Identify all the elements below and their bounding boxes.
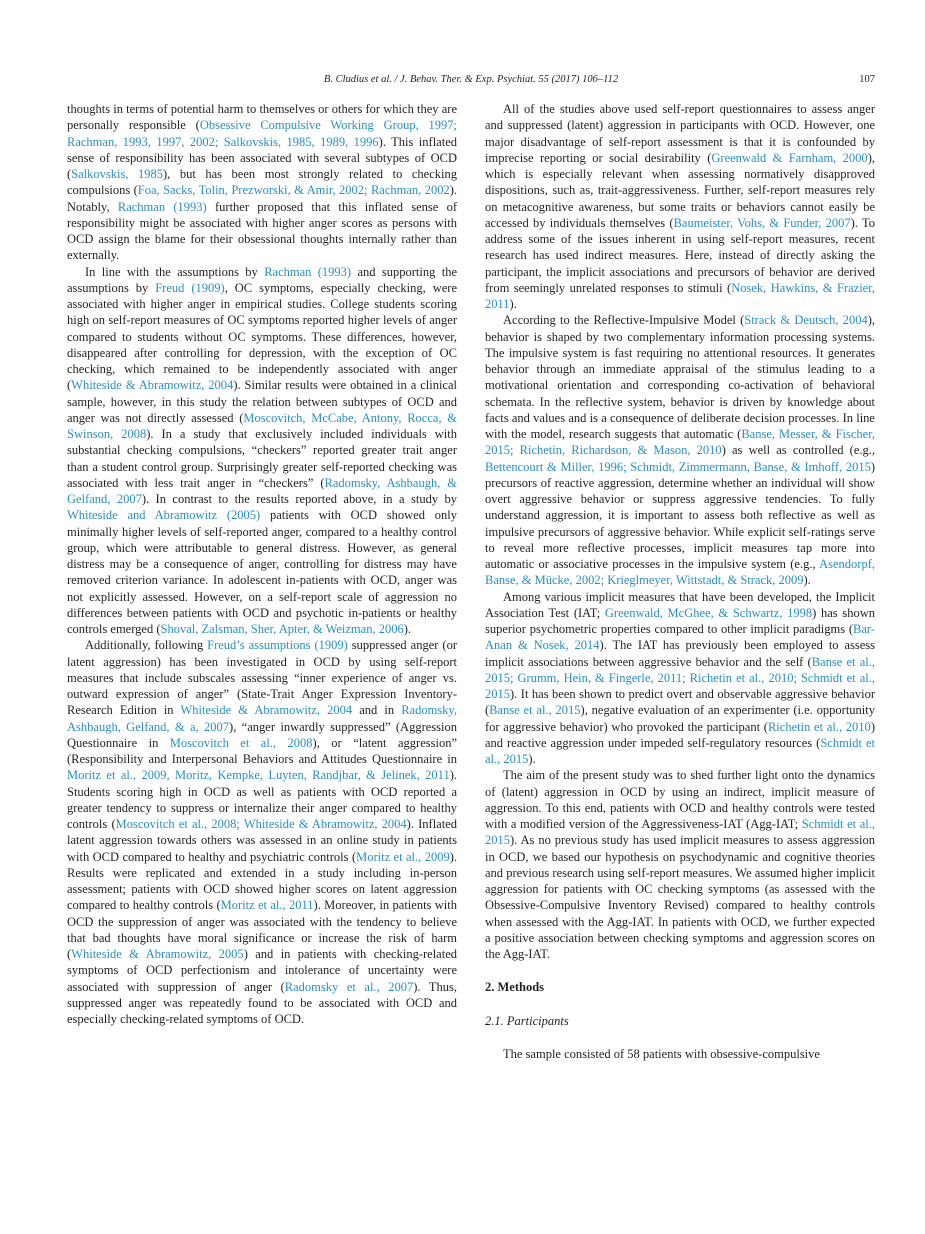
left-paragraph-3 <box>67 637 457 1027</box>
paragraph-text: ). In a study that exclusively included individuals with substantial checking compulsions, “checkers” reported greater trait anger than a student control group. Surprisingly greater self-reported checking was associated with less trait anger in “checkers” ( <box>67 427 458 490</box>
citation-link[interactable]: Nosek, Hawkins, & Frazier, 2011 <box>485 280 875 311</box>
citation-link[interactable]: Whiteside & Abramowitz, 2005 <box>71 947 244 961</box>
paragraph-text: ) as well as controlled (e.g., <box>721 443 875 458</box>
paragraph-text: ). To address some of the issues inherent in using self-report measures, recent research has used indirect measures. Here, instead of directly asking the participant, the implicit associations and precursors of behavior are derived from seemingly unrelated responses to stimuli ( <box>485 215 875 295</box>
citation-link[interactable]: Richetin et al., 2010 <box>767 719 871 734</box>
paragraph-text: ). The IAT has previously been employed to assess implicit associations between aggressive behavior and the self ( <box>485 638 875 669</box>
citation-link[interactable]: Bar-Anan & Nosek, 2014 <box>485 622 875 653</box>
paragraph-text: patients with OCD showed only minimally higher levels of self-reported anger, compared to a healthy control group, which were attributable to general distress. However, as general distress may be a consequence of anger, controlling for distress may have removed criterion variance. In adolescent in-patients with OCD, anger was not explicitly assessed. However, on a self-report scale of aggression no differences between patients with OCD and psychotic in-patients or healthy controls emerged ( <box>67 508 457 636</box>
citation-link[interactable]: Moscovitch et al., 2008 <box>169 735 313 750</box>
paragraph-text: ) and in patients with checking-related symptoms of OCD perfectionism and intolerance of uncertainty were associated with suppression of anger ( <box>67 947 457 994</box>
paragraph-text: ), negative evaluation of an experimenter (i.e. opportunity for aggressive behavior) who provoked the participant ( <box>485 703 875 734</box>
paragraph-text: and supporting the assumptions by <box>67 264 457 295</box>
citation-link[interactable]: Strack & Deutsch, 2004 <box>744 313 868 328</box>
citation-link[interactable]: Whiteside & Abramowitz, 2004 <box>180 703 353 718</box>
citation-link[interactable]: Asendorpf, Banse, & Mücke, 2002; Krieglmeyer, Wittstadt, & Strack, 2009 <box>485 557 875 588</box>
paragraph-text: ). As no previous study has used implicit measures to assess aggression in OCD, we based our hypothesis on psychodynamic and cognitive theories and previous research using self-report measures. We assumed higher implicit aggression for patients with OC checking symptoms (as assessed with the Obsessive-Compulsive Inventory Revised) compared to healthy controls when assessed with the Agg-IAT. In patients with OCD, we further expected a positive association between checking symptoms and aggression scores on the Agg-IAT. <box>485 833 875 961</box>
paragraph-text: ). <box>403 622 412 636</box>
paragraph-text: ). Similar results were obtained in a clinical sample, however, in this study the relation between subtypes of OCD and anger was not directly assessed ( <box>67 378 457 425</box>
left-column <box>67 101 457 1027</box>
paragraph-text: ). It has been shown to predict overt and observable aggressive behavior ( <box>485 687 875 718</box>
paragraph-text: suppressed anger (or latent aggression) has been investigated in OCD by using self-report measures that include subscales assessing “inner experience of anger vs. outward expression of anger” (State-Trait Anger Expression Inventory-Research Edition in <box>67 638 457 718</box>
paragraph-text: and in <box>352 703 402 718</box>
paragraph-text: ). In contrast to the results reported above, in a study by <box>141 492 457 506</box>
citation-link[interactable]: Moritz et al., 2011 <box>220 898 314 913</box>
citation-link[interactable]: Freud (1909) <box>155 280 225 295</box>
paragraph-text: ), behavior is shaped by two complementary information processing systems. The impulsive system is fast requiring no attentional resources. It generates behavior through an immediate appraisal of the stimulus leading to a motivational orientation and corresponding co-activation of behavioral schemata. In the reflective system, behavior is driven by knowledge about facts and values and is a consequence of deliberate decision processes. In line with the model, research suggests that automatic ( <box>485 313 875 441</box>
paragraph-text: ). <box>528 752 536 766</box>
paragraph-text: All of the studies above used self-report questionnaires to assess anger and suppressed (latent) aggression in participants with OCD. However, one major disadvantage of self-report assessment is that it is confounded by imprecise reporting or social desirability ( <box>485 102 875 165</box>
paragraph-text: ), or “latent aggression” (Responsibility and Interpersonal Behaviors and Attitudes Questionnaire in <box>67 735 457 766</box>
paragraph-text: ), which is especially relevant when assessing normatively disapproved dispositions, such as, trait-aggressiveness. Further, self-report measures rely on metacognitive awareness, but some traits or behaviors cannot easily be accessed by individuals themselves ( <box>485 150 875 230</box>
paragraph-text: ). <box>803 573 811 588</box>
citation-link[interactable]: Greenwald, McGhee, & Schwartz, 1998 <box>604 605 813 620</box>
citation-link[interactable]: Moritz et al., 2009 <box>356 849 450 864</box>
citation-link[interactable]: Baumeister, Vohs, & Funder, 2007 <box>673 215 851 230</box>
paragraph-text: ). Notably, <box>67 183 458 214</box>
paragraph-text: , OC symptoms, especially checking, were associated with higher anger in empirical studies. College students scoring high on self-report measures of OC symptoms reported higher levels of anger compared to students without OC symptoms. These differences, however, disappeared after controlling for depression, with the exception of OC checking, which remained to be independently associated with anger ( <box>67 280 457 393</box>
paragraph-text: further proposed that this inflated sense of responsibility might be associated with higher anger scores as persons with OCD assign the blame for their obsessional thoughts internally rather than externally. <box>67 199 457 263</box>
paragraph-text: ). Thus, suppressed anger was repeatedly found to be associated with OCD and especially checking-related symptoms of OCD. <box>67 979 458 1026</box>
citation-link[interactable]: Banse et al., 2015 <box>489 703 581 718</box>
citation-link[interactable]: Bettencourt & Miller, 1996; Schmidt, Zimmermann, Banse, & Imhoff, 2015 <box>485 459 871 474</box>
paragraph-text: In line with the assumptions by <box>85 264 265 279</box>
citation-link[interactable]: Rachman (1993) <box>117 199 207 214</box>
right-paragraph-4 <box>485 767 875 962</box>
citation-link[interactable]: Shoval, Zalsman, Sher, Apter, & Weizman, 2006 <box>160 622 404 636</box>
citation-link[interactable]: Greenwald & Farnham, 2000 <box>711 150 868 165</box>
paragraph-text: ). Results were replicated and extended in a study including in-person assessment; patients with OCD showed higher scores on latent aggression compared to healthy controls ( <box>67 849 457 913</box>
paragraph-text: thoughts in terms of potential harm to themselves or others for which they are personally responsible ( <box>67 102 457 133</box>
paragraph-text: ). Students scoring high in OCD as well as patients with OCD reported a greater tendency to suppress or internalize their anger compared to healthy controls ( <box>67 768 457 831</box>
citation-link[interactable]: Salkovskis, 1985 <box>71 167 164 181</box>
paragraph-text: ) precursors of reactive aggression, determine whether an individual will show overt aggressive behavior or suppress aggressive tendencies. To fully understand aggression, it is important to assess both reflective as well as impulsive precursors of aggressive behavior. While explicit self-ratings serve to reveal more reflective processes, implicit measures tap more into automatic or associative processes in the impulsive system (e.g., <box>485 459 875 571</box>
right-paragraph-2 <box>485 312 875 588</box>
citation-link[interactable]: Radomsky, Ashbaugh, Gelfand, & a, 2007 <box>67 703 457 734</box>
paragraph-text: ). <box>509 297 517 311</box>
paragraph-text: ), but has been most strongly related to checking compulsions ( <box>67 167 457 198</box>
paragraph-text: Additionally, following <box>85 638 208 653</box>
left-paragraph-2 <box>67 264 457 638</box>
subsection-heading-participants: 2.1. Participants <box>485 1013 569 1028</box>
section-heading-methods: 2. Methods <box>485 980 545 995</box>
right-paragraph-5: The sample consisted of 58 patients with obsessive-compulsive <box>503 1046 820 1061</box>
citation-link[interactable]: Schmidt et al., 2015 <box>485 817 875 848</box>
right-paragraph-1 <box>485 101 875 312</box>
citation-link[interactable]: Moscovitch et al., 2008; Whiteside & Abramowitz, 2004 <box>115 817 407 831</box>
citation-link[interactable]: Moscovitch, McCabe, Antony, Rocca, & Swinson, 2008 <box>67 410 457 441</box>
paragraph-text: According to the Reflective-Impulsive Model ( <box>503 313 745 328</box>
paragraph-text: Among various implicit measures that have been developed, the Implicit Association Test (IAT; <box>485 589 875 620</box>
running-head-citation: B. Cludius et al. / J. Behav. Ther. & Exp. Psychiat. 55 (2017) 106–112 <box>323 74 619 85</box>
paragraph-text: The aim of the present study was to shed further light onto the dynamics of (latent) aggression in OCD by using an indirect, implicit measure of aggression. To this end, patients with OCD and healthy controls were tested with a modified version of the Aggressiveness-IAT (Agg-IAT; <box>485 768 875 831</box>
paragraph-text: ) and reactive aggression under impeded self-regulatory resources ( <box>485 719 875 750</box>
citation-link[interactable]: Moritz et al., 2009, Moritz, Kempke, Luyten, Randjbar, & Jelinek, 2011 <box>67 768 450 783</box>
citation-link[interactable]: Schmidt et al., 2015 <box>485 735 875 766</box>
citation-link[interactable]: Radomsky et al., 2007 <box>284 979 414 994</box>
citation-link[interactable]: Obsessive Compulsive Working Group, 1997; Rachman, 1993, 1997, 2002; Salkovskis, 1985, 1989, 1996 <box>67 118 457 149</box>
citation-link[interactable]: Whiteside and Abramowitz (2005) <box>67 508 261 523</box>
left-paragraph-1 <box>67 101 457 264</box>
citation-link[interactable]: Banse et al., 2015; Grumm, Hein, & Fingerle, 2011; Richetin et al., 2010; Schmidt et al., 2015 <box>485 654 875 701</box>
paragraph-text: ). Moreover, in patients with OCD the suppression of anger was associated with the tendency to believe that bad thoughts have moral significance or increase the risk of harm ( <box>67 898 457 961</box>
citation-link[interactable]: Freud’s assumptions (1909) <box>207 638 348 653</box>
paragraph-text: ). This inflated sense of responsibility has been associated with several subtypes of OCD ( <box>67 134 457 181</box>
paragraph-text: ), “anger inwardly suppressed” (Aggression Questionnaire in <box>67 719 457 750</box>
running-head <box>67 73 875 87</box>
paragraph-text: ). Inflated latent aggression towards others was assessed in an online study in patients with OCD compared to healthy and psychiatric controls ( <box>67 817 457 864</box>
page-number: 107 <box>859 74 875 85</box>
citation-link[interactable]: Rachman (1993) <box>264 264 352 279</box>
citation-link[interactable]: Banse, Messer, & Fischer, 2015; Richetin, Richardson, & Mason, 2010 <box>485 427 875 458</box>
citation-link[interactable]: Radomsky, Ashbaugh, & Gelfand, 2007 <box>67 475 457 506</box>
citation-link[interactable]: Whiteside & Abramowitz, 2004 <box>71 378 234 393</box>
right-column <box>485 101 875 1062</box>
right-paragraph-3 <box>485 589 875 768</box>
paragraph-text: ) has shown superior psychometric properties compared to other implicit paradigms ( <box>485 605 875 636</box>
citation-link[interactable]: Foa, Sacks, Tolin, Prezworski, & Amir, 2002; Rachman, 2002 <box>137 183 450 198</box>
